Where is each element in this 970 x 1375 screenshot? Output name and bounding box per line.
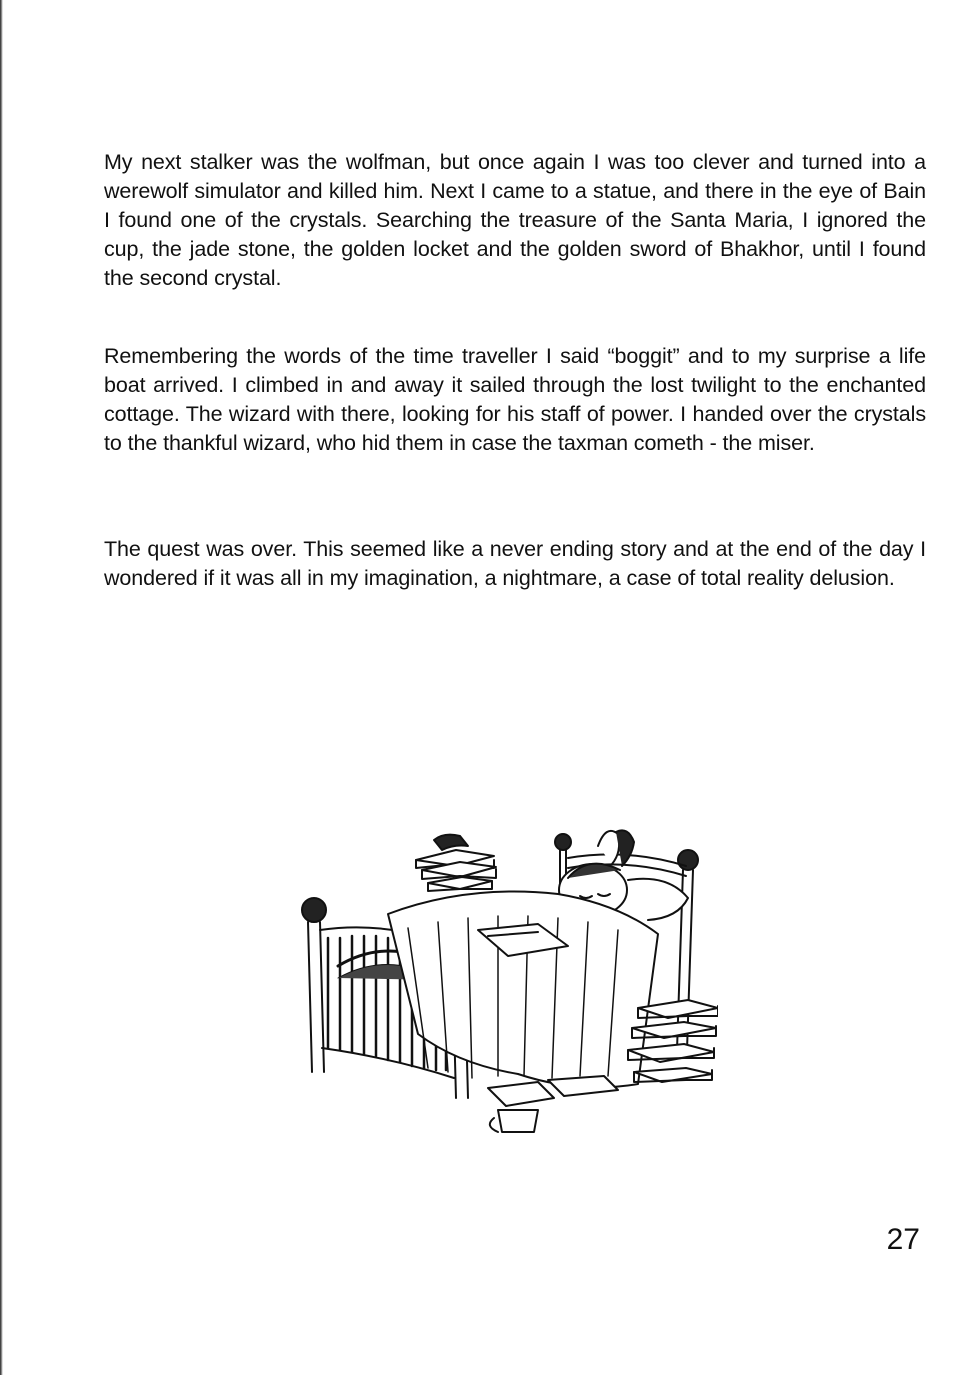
blanket-icon bbox=[388, 892, 658, 1088]
paragraph-text: Remembering the words of the time traveller I said “boggit” and to my surprise a life boat arrived. I climbed in and away it sailed through the lost twilight to the enchanted cottage. The wizard with there, looking for his staff of power. I handed over the crystals to the thankful wizard, who hid them in case the taxman cometh - the miser. bbox=[104, 344, 926, 455]
floor-items-icon bbox=[488, 1076, 618, 1132]
binding-edge bbox=[0, 0, 3, 1375]
paragraph-2 bbox=[104, 342, 926, 458]
paragraph-text: My next stalker was the wolfman, but once again I was too clever and turned into a werewolf simulator and killed him. Next I came to a statue, and there in the eye of Bain I found one of the crystals. Searching the treasure of the Santa Maria, I ignored the cup, the jade stone, the golden locket and the golden sword of Bhakhor, until I found the second crystal. bbox=[104, 150, 926, 290]
page-number: 27 bbox=[886, 1223, 920, 1256]
paragraph-text: The quest was over. This seemed like a never ending story and at the end of the day I wondered if it was all in my imagination, a nightmare, a case of total reality delusion. bbox=[104, 537, 926, 590]
book-stack-icon bbox=[416, 835, 496, 891]
paragraph-1 bbox=[104, 148, 926, 293]
paragraph-3 bbox=[104, 535, 926, 593]
sleeping-figure-in-bed-illustration bbox=[298, 818, 718, 1133]
